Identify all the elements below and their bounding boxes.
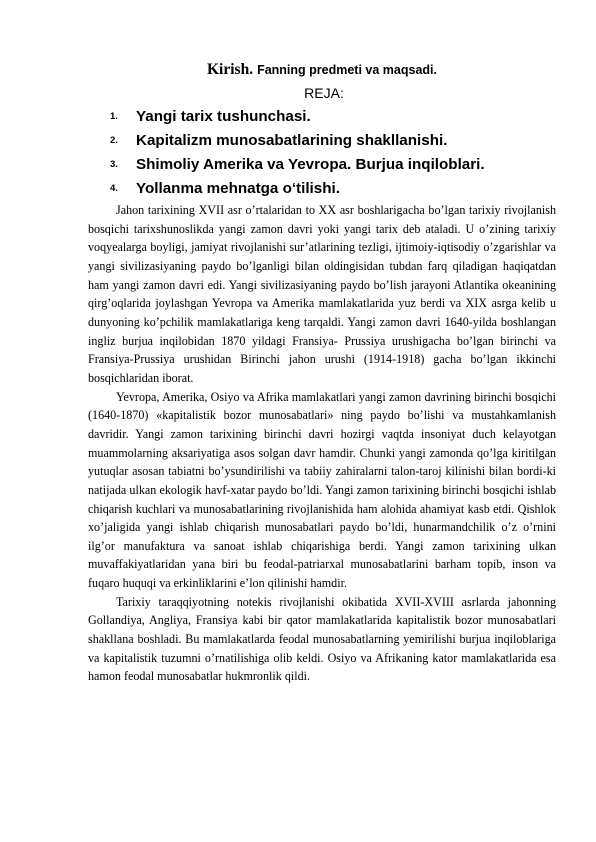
plan-item: [110, 177, 556, 201]
plan-item-number: 3.: [110, 159, 118, 170]
plan-item-number: 2.: [110, 135, 118, 146]
plan-item-number: 4.: [110, 183, 118, 194]
plan-item-number: 1.: [110, 111, 118, 122]
body-paragraph: Tarixiy taraqqiyotning notekis rivojlanishi okibatida XVII-XVIII asrlarda jahonning Gollandiya, Angliya, Fransiya kabi bir qator mamlakatlarida kapitalistik bozor munosabatlari shakllana boshladi. Bu mamlakatlarda feodal munosabatlarning yemirilishi burjua inqiloblariga va kapitalistik tuzumni o’rnatilishiga olib keldi. Osiyo va Afrikaning kator mamlakatlarida esa hamon feodal munosabatlar hukmronlik qildi.: [88, 594, 556, 684]
plan-item: [110, 153, 556, 177]
plan-item-text: Yangi tarix tushunchasi.: [136, 108, 311, 125]
document-page: [88, 59, 556, 686]
body-paragraph: Jahon tarixining XVII asr o’rtalaridan to XX asr boshlarigacha bo’lgan tarixiy rivojlanish bosqichi tarixshunoslikda yangi zamon davri yoki yangi tarix deb ataladi. U o’zining tarixiy voqyealarga boyligi, jamiyat rivojlanishi sur’atlarining tezligi, ijtimoiy-iqtisodiy o’zgarishlar va yangi sivilizasiyaning paydo bo’lganligi bilan oldingisidan tubdan farq qiladigan haqiqatdan ham yangi zamon davri edi. Yangi sivilizasiyaning paydo bo’lish jarayoni Atlantika okeanining qirg’oqlarida joylashgan Yevropa va Amerika mamlakatlarida yuz berdi va XIX asrga kelib u dunyoning ko’pchilik mamlakatlariga keng tarqaldi. Yangi zamon davri 1640-yilda boshlangan ingliz burjua inqilobidan 1870 yildagi Fransiya- Prussiya urushigacha bo’lgan birinchi va Fransiya-Prussiya urushidan Birinchi jahon urushi (1914-1918) gacha bo’lgan ikkinchi bosqichlaridan iborat.: [88, 203, 556, 385]
title-subtitle: Fanning predmeti va maqsadi.: [257, 63, 437, 77]
plan-item-text: Yollanma mehnatga o‘tilishi.: [136, 180, 340, 197]
plan-item: [110, 105, 556, 129]
plan-item-text: Shimoliy Amerika va Yevropa. Burjua inqiloblari.: [136, 156, 485, 173]
page-title: [88, 59, 556, 81]
plan-item: [110, 129, 556, 153]
title-main: Kirish.: [207, 61, 254, 78]
plan-item-text: Kapitalizm munosabatlarining shakllanishi.: [136, 132, 448, 149]
plan-list: [88, 105, 556, 201]
plan-heading: REJA:: [304, 85, 344, 101]
body-paragraph: Yevropa, Amerika, Osiyo va Afrika mamlakatlari yangi zamon davrining birinchi bosqichi (1640-1870) «kapitalistik bozor munosabatlari» ning paydo bo’lishi va mustahkamlanish davridir. Yangi zamon tarixining birinchi davri hozirgi vaqtda insoniyat duch kelayotgan muammolarning aksariyatiga asos solgan davr hamdir. Chunki yangi zamonda qo’lga kiritilgan yutuqlar asosan tabiatni bo’ysundirilishi va tabiiy zahiralarni talon-taroj kilinishi bilan bordi-ki natijada ulkan ekologik havf-xatar paydo bo’ldi. Yangi zamon tarixining birinchi bosqichi ishlab chiqarish kuchlari va munosabatlarining rivojlanishida ham alohida ahamiyat kasb etdi. Qishlok xo’jaligida yangi ishlab chiqarish munosabatlari paydo bo’ldi, hunarmandchilik o’z o’rnini ilg’or manufaktura va sanoat ishlab chiqarishiga berdi. Yangi zamon tarixining ulkan muvaffakiyatlaridan yana biri bu feodal-patriarxal munosabatlarini barham topib, inson va fuqaro huquqi va erkinliklarini e’lon qilinishi hamdir.: [88, 389, 556, 591]
